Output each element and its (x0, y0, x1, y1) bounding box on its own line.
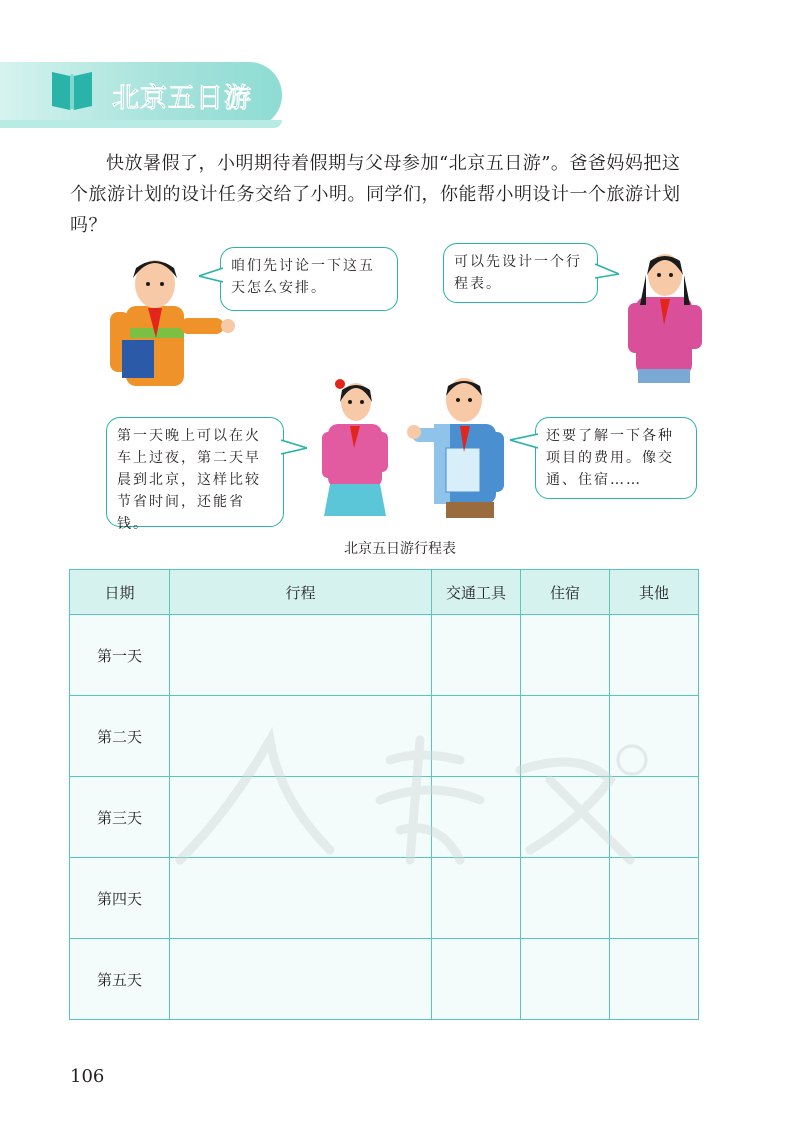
other-cell[interactable] (610, 696, 699, 777)
book-icon (50, 66, 94, 112)
page-number: 106 (70, 1066, 105, 1087)
page-title: 北京五日游 (112, 83, 252, 114)
transport-cell[interactable] (432, 939, 521, 1020)
other-cell[interactable] (610, 939, 699, 1020)
transport-cell[interactable] (432, 696, 521, 777)
transport-cell[interactable] (432, 615, 521, 696)
row-day-label: 第二天 (70, 696, 170, 777)
lodging-cell[interactable] (521, 777, 610, 858)
boy-blue-illustration (402, 372, 512, 522)
row-day-label: 第五天 (70, 939, 170, 1020)
bubble-1-text: 咱们先讨论一下这五天怎么安排。 (231, 258, 375, 296)
other-cell[interactable] (610, 777, 699, 858)
table-row (70, 939, 699, 1020)
table-row (70, 696, 699, 777)
row-day-label: 第三天 (70, 777, 170, 858)
itinerary-cell[interactable] (170, 615, 432, 696)
other-cell[interactable] (610, 615, 699, 696)
header-date: 日期 (70, 570, 170, 615)
header-transport: 交通工具 (432, 570, 521, 615)
table-row (70, 777, 699, 858)
table-row (70, 615, 699, 696)
row-day-label: 第一天 (70, 615, 170, 696)
table-header-row (70, 570, 699, 615)
itinerary-cell[interactable] (170, 777, 432, 858)
row-day-label: 第四天 (70, 858, 170, 939)
lodging-cell[interactable] (521, 696, 610, 777)
header-itinerary: 行程 (170, 570, 432, 615)
bubble-2-text: 可以先设计一个行程表。 (454, 254, 582, 292)
speech-bubble-4 (535, 417, 697, 499)
bubble-4-text: 还要了解一下各种项目的费用。像交通、住宿…… (546, 428, 674, 488)
lodging-cell[interactable] (521, 858, 610, 939)
speech-bubble-1 (220, 247, 398, 311)
intro-paragraph: 快放暑假了，小明期待着假期与父母参加“北京五日游”。爸爸妈妈把这个旅游计划的设计任务交给了小明。同学们，你能帮小明设计一个旅游计划吗？ (70, 153, 681, 236)
itinerary-cell[interactable] (170, 939, 432, 1020)
girl-center-illustration (316, 376, 396, 524)
header-other: 其他 (610, 570, 699, 615)
lodging-cell[interactable] (521, 939, 610, 1020)
other-cell[interactable] (610, 858, 699, 939)
speech-bubble-3 (106, 417, 284, 532)
lodging-cell[interactable] (521, 615, 610, 696)
itinerary-cell[interactable] (170, 696, 432, 777)
table-row (70, 858, 699, 939)
itinerary-cell[interactable] (170, 858, 432, 939)
header-lodging: 住宿 (521, 570, 610, 615)
table-caption: 北京五日游行程表 (344, 541, 456, 557)
transport-cell[interactable] (432, 777, 521, 858)
bubble-3-text: 第一天晚上可以在火车上过夜，第二天早晨到北京，这样比较节省时间，还能省钱。 (117, 428, 261, 532)
girl-pink-illustration (620, 245, 710, 385)
transport-cell[interactable] (432, 858, 521, 939)
speech-bubble-2 (443, 243, 598, 303)
itinerary-table (69, 569, 699, 1020)
